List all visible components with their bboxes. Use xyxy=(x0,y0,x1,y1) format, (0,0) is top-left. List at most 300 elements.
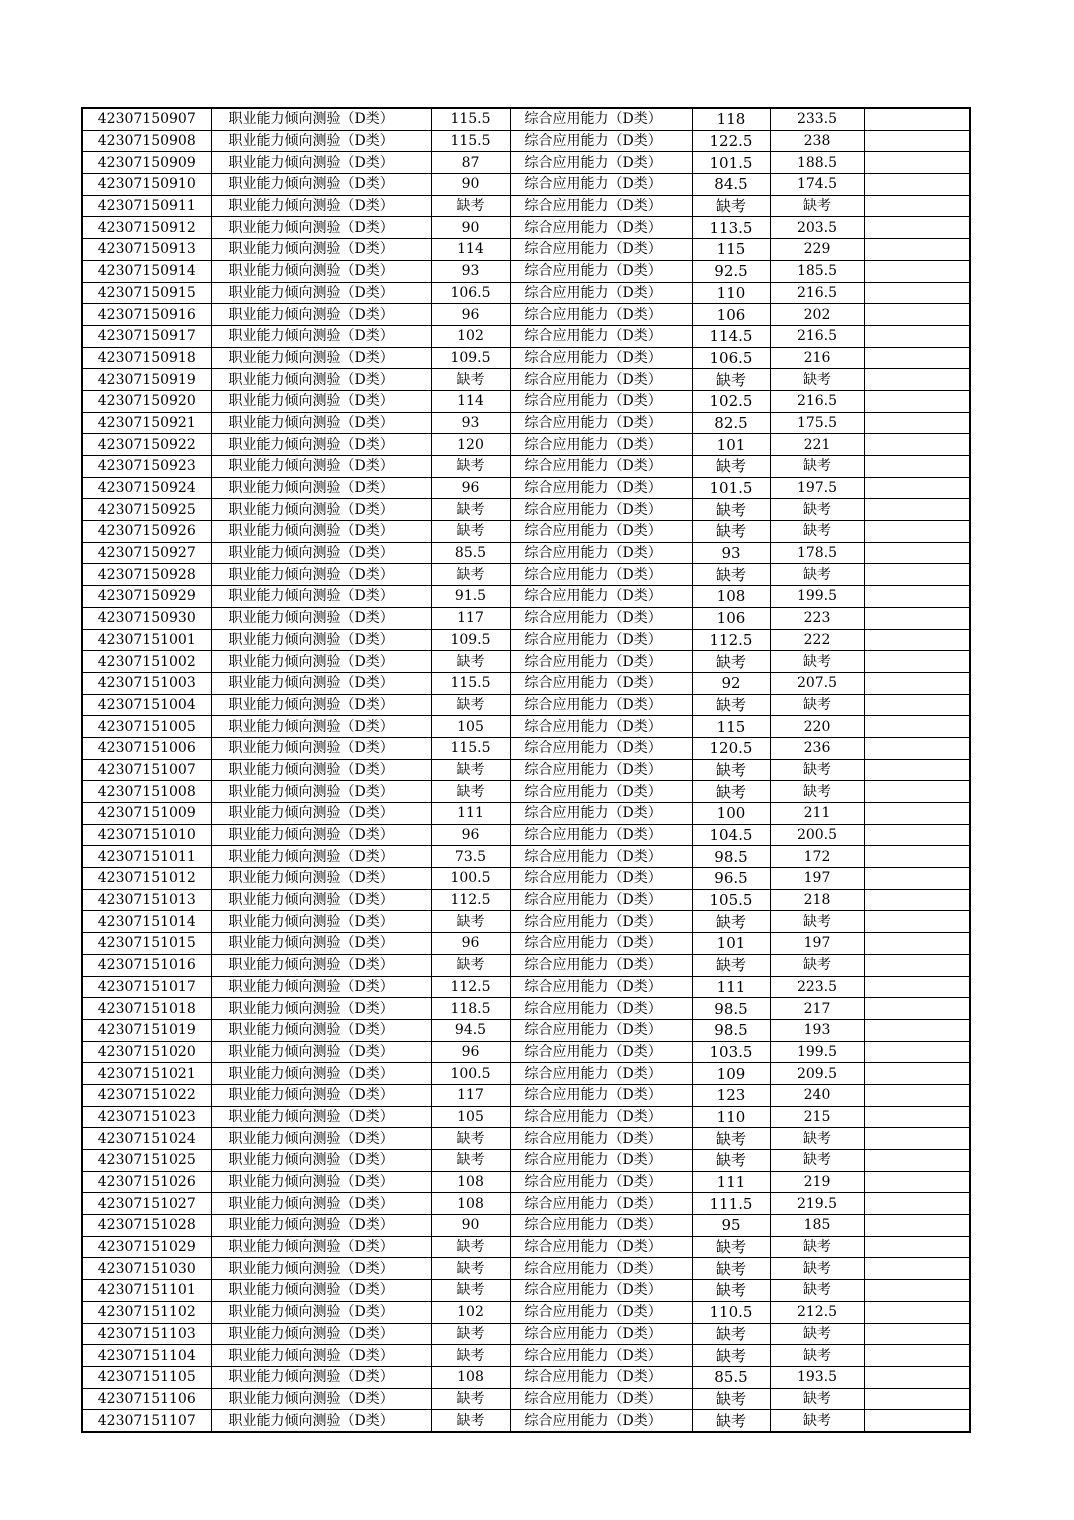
subject1-score-cell: 102 xyxy=(431,325,510,347)
remark-cell xyxy=(864,911,970,933)
remark-cell xyxy=(864,998,970,1020)
exam-id-cell: 42307150910 xyxy=(82,174,211,196)
remark-cell xyxy=(864,412,970,434)
subject1-cell: 职业能力倾向测验（D类） xyxy=(211,672,431,694)
subject1-cell: 职业能力倾向测验（D类） xyxy=(211,781,431,803)
subject2-score-cell: 缺考 xyxy=(692,651,770,673)
exam-id-cell: 42307151025 xyxy=(82,1150,211,1172)
subject1-score-cell: 缺考 xyxy=(431,521,510,543)
subject2-cell: 综合应用能力（D类） xyxy=(510,108,692,130)
total-score-cell: 178.5 xyxy=(770,542,864,564)
subject1-score-cell: 117 xyxy=(431,1084,510,1106)
exam-id-cell: 42307151005 xyxy=(82,716,211,738)
exam-id-cell: 42307150909 xyxy=(82,152,211,174)
table-row xyxy=(82,651,970,673)
exam-id-cell: 42307151020 xyxy=(82,1041,211,1063)
subject2-cell: 综合应用能力（D类） xyxy=(510,152,692,174)
table-row xyxy=(82,954,970,976)
total-score-cell: 缺考 xyxy=(770,1323,864,1345)
subject2-score-cell: 111.5 xyxy=(692,1193,770,1215)
subject2-cell: 综合应用能力（D类） xyxy=(510,586,692,608)
total-score-cell: 229 xyxy=(770,239,864,261)
table-row xyxy=(82,434,970,456)
remark-cell xyxy=(864,954,970,976)
remark-cell xyxy=(864,868,970,890)
subject1-cell: 职业能力倾向测验（D类） xyxy=(211,629,431,651)
subject2-cell: 综合应用能力（D类） xyxy=(510,521,692,543)
score-table xyxy=(81,107,971,1433)
table-row xyxy=(82,607,970,629)
total-score-cell: 202 xyxy=(770,304,864,326)
remark-cell xyxy=(864,1280,970,1302)
remark-cell xyxy=(864,390,970,412)
total-score-cell: 缺考 xyxy=(770,1236,864,1258)
remark-cell xyxy=(864,1063,970,1085)
subject1-cell: 职业能力倾向测验（D类） xyxy=(211,759,431,781)
subject2-cell: 综合应用能力（D类） xyxy=(510,1236,692,1258)
table-row xyxy=(82,911,970,933)
subject2-cell: 综合应用能力（D类） xyxy=(510,434,692,456)
subject2-score-cell: 110 xyxy=(692,282,770,304)
remark-cell xyxy=(864,976,970,998)
exam-id-cell: 42307151021 xyxy=(82,1063,211,1085)
subject1-cell: 职业能力倾向测验（D类） xyxy=(211,976,431,998)
total-score-cell: 199.5 xyxy=(770,1041,864,1063)
remark-cell xyxy=(864,1258,970,1280)
table-row xyxy=(82,1388,970,1410)
subject2-score-cell: 缺考 xyxy=(692,456,770,478)
exam-id-cell: 42307151012 xyxy=(82,868,211,890)
exam-id-cell: 42307151023 xyxy=(82,1106,211,1128)
subject1-cell: 职业能力倾向测验（D类） xyxy=(211,846,431,868)
subject1-cell: 职业能力倾向测验（D类） xyxy=(211,868,431,890)
subject2-cell: 综合应用能力（D类） xyxy=(510,1128,692,1150)
subject1-cell: 职业能力倾向测验（D类） xyxy=(211,1410,431,1432)
subject1-cell: 职业能力倾向测验（D类） xyxy=(211,1323,431,1345)
exam-id-cell: 42307151003 xyxy=(82,672,211,694)
subject1-score-cell: 缺考 xyxy=(431,651,510,673)
subject2-cell: 综合应用能力（D类） xyxy=(510,716,692,738)
remark-cell xyxy=(864,130,970,152)
subject2-cell: 综合应用能力（D类） xyxy=(510,456,692,478)
subject1-score-cell: 缺考 xyxy=(431,781,510,803)
remark-cell xyxy=(864,108,970,130)
table-row xyxy=(82,347,970,369)
table-row xyxy=(82,217,970,239)
subject2-cell: 综合应用能力（D类） xyxy=(510,889,692,911)
exam-id-cell: 42307150930 xyxy=(82,607,211,629)
subject1-score-cell: 108 xyxy=(431,1193,510,1215)
total-score-cell: 211 xyxy=(770,803,864,825)
subject2-cell: 综合应用能力（D类） xyxy=(510,976,692,998)
total-score-cell: 缺考 xyxy=(770,1280,864,1302)
subject2-cell: 综合应用能力（D类） xyxy=(510,672,692,694)
total-score-cell: 219 xyxy=(770,1171,864,1193)
exam-id-cell: 42307151022 xyxy=(82,1084,211,1106)
subject2-cell: 综合应用能力（D类） xyxy=(510,954,692,976)
total-score-cell: 215 xyxy=(770,1106,864,1128)
subject1-cell: 职业能力倾向测验（D类） xyxy=(211,998,431,1020)
total-score-cell: 217 xyxy=(770,998,864,1020)
table-row xyxy=(82,152,970,174)
subject2-cell: 综合应用能力（D类） xyxy=(510,1410,692,1432)
subject1-score-cell: 100.5 xyxy=(431,1063,510,1085)
exam-id-cell: 42307150923 xyxy=(82,456,211,478)
total-score-cell: 185.5 xyxy=(770,260,864,282)
subject1-cell: 职业能力倾向测验（D类） xyxy=(211,1041,431,1063)
remark-cell xyxy=(864,521,970,543)
remark-cell xyxy=(864,586,970,608)
subject2-score-cell: 缺考 xyxy=(692,1236,770,1258)
remark-cell xyxy=(864,694,970,716)
table-row xyxy=(82,976,970,998)
subject1-score-cell: 缺考 xyxy=(431,564,510,586)
subject1-score-cell: 114 xyxy=(431,239,510,261)
table-row xyxy=(82,1215,970,1237)
subject2-score-cell: 缺考 xyxy=(692,499,770,521)
subject2-cell: 综合应用能力（D类） xyxy=(510,1258,692,1280)
exam-id-cell: 42307150912 xyxy=(82,217,211,239)
subject2-cell: 综合应用能力（D类） xyxy=(510,412,692,434)
subject1-score-cell: 109.5 xyxy=(431,347,510,369)
exam-id-cell: 42307151016 xyxy=(82,954,211,976)
exam-id-cell: 42307151104 xyxy=(82,1345,211,1367)
table-row xyxy=(82,304,970,326)
subject2-cell: 综合应用能力（D类） xyxy=(510,911,692,933)
subject1-cell: 职业能力倾向测验（D类） xyxy=(211,824,431,846)
total-score-cell: 240 xyxy=(770,1084,864,1106)
exam-id-cell: 42307151006 xyxy=(82,737,211,759)
table-row xyxy=(82,716,970,738)
subject2-score-cell: 85.5 xyxy=(692,1366,770,1388)
table-row xyxy=(82,824,970,846)
table-row xyxy=(82,1150,970,1172)
subject2-cell: 综合应用能力（D类） xyxy=(510,1323,692,1345)
subject2-cell: 综合应用能力（D类） xyxy=(510,499,692,521)
subject1-score-cell: 105 xyxy=(431,716,510,738)
subject1-cell: 职业能力倾向测验（D类） xyxy=(211,542,431,564)
subject2-score-cell: 101.5 xyxy=(692,152,770,174)
table-row xyxy=(82,1301,970,1323)
total-score-cell: 220 xyxy=(770,716,864,738)
exam-id-cell: 42307150924 xyxy=(82,477,211,499)
subject2-cell: 综合应用能力（D类） xyxy=(510,1388,692,1410)
remark-cell xyxy=(864,781,970,803)
remark-cell xyxy=(864,347,970,369)
table-row xyxy=(82,1193,970,1215)
total-score-cell: 236 xyxy=(770,737,864,759)
exam-id-cell: 42307150915 xyxy=(82,282,211,304)
total-score-cell: 缺考 xyxy=(770,456,864,478)
remark-cell xyxy=(864,499,970,521)
exam-id-cell: 42307151009 xyxy=(82,803,211,825)
subject1-score-cell: 缺考 xyxy=(431,369,510,391)
remark-cell xyxy=(864,1171,970,1193)
subject1-score-cell: 102 xyxy=(431,1301,510,1323)
table-row xyxy=(82,1106,970,1128)
subject2-score-cell: 缺考 xyxy=(692,195,770,217)
subject1-cell: 职业能力倾向测验（D类） xyxy=(211,889,431,911)
subject1-cell: 职业能力倾向测验（D类） xyxy=(211,282,431,304)
subject1-cell: 职业能力倾向测验（D类） xyxy=(211,152,431,174)
subject2-cell: 综合应用能力（D类） xyxy=(510,1041,692,1063)
subject1-score-cell: 90 xyxy=(431,1215,510,1237)
exam-id-cell: 42307151002 xyxy=(82,651,211,673)
subject1-score-cell: 87 xyxy=(431,152,510,174)
remark-cell xyxy=(864,716,970,738)
remark-cell xyxy=(864,477,970,499)
remark-cell xyxy=(864,217,970,239)
subject2-score-cell: 缺考 xyxy=(692,1280,770,1302)
subject2-cell: 综合应用能力（D类） xyxy=(510,174,692,196)
subject1-cell: 职业能力倾向测验（D类） xyxy=(211,369,431,391)
subject1-cell: 职业能力倾向测验（D类） xyxy=(211,1084,431,1106)
table-row xyxy=(82,1258,970,1280)
subject2-cell: 综合应用能力（D类） xyxy=(510,1106,692,1128)
subject1-cell: 职业能力倾向测验（D类） xyxy=(211,803,431,825)
subject1-score-cell: 缺考 xyxy=(431,911,510,933)
subject2-score-cell: 82.5 xyxy=(692,412,770,434)
subject2-score-cell: 缺考 xyxy=(692,954,770,976)
subject2-cell: 综合应用能力（D类） xyxy=(510,1301,692,1323)
subject2-score-cell: 缺考 xyxy=(692,759,770,781)
table-row xyxy=(82,1366,970,1388)
subject2-score-cell: 106 xyxy=(692,607,770,629)
subject2-score-cell: 111 xyxy=(692,1171,770,1193)
subject2-score-cell: 100 xyxy=(692,803,770,825)
subject2-cell: 综合应用能力（D类） xyxy=(510,1345,692,1367)
remark-cell xyxy=(864,933,970,955)
subject2-cell: 综合应用能力（D类） xyxy=(510,1171,692,1193)
subject2-score-cell: 103.5 xyxy=(692,1041,770,1063)
exam-id-cell: 42307151028 xyxy=(82,1215,211,1237)
subject2-score-cell: 缺考 xyxy=(692,564,770,586)
subject2-score-cell: 120.5 xyxy=(692,737,770,759)
subject1-cell: 职业能力倾向测验（D类） xyxy=(211,1193,431,1215)
total-score-cell: 缺考 xyxy=(770,759,864,781)
total-score-cell: 209.5 xyxy=(770,1063,864,1085)
subject2-score-cell: 106 xyxy=(692,304,770,326)
subject1-score-cell: 112.5 xyxy=(431,976,510,998)
exam-id-cell: 42307151011 xyxy=(82,846,211,868)
subject1-score-cell: 108 xyxy=(431,1171,510,1193)
total-score-cell: 缺考 xyxy=(770,499,864,521)
exam-id-cell: 42307150926 xyxy=(82,521,211,543)
subject1-cell: 职业能力倾向测验（D类） xyxy=(211,1366,431,1388)
total-score-cell: 缺考 xyxy=(770,651,864,673)
subject1-score-cell: 缺考 xyxy=(431,195,510,217)
table-row xyxy=(82,108,970,130)
exam-id-cell: 42307151101 xyxy=(82,1280,211,1302)
subject2-cell: 综合应用能力（D类） xyxy=(510,694,692,716)
subject1-cell: 职业能力倾向测验（D类） xyxy=(211,911,431,933)
subject1-cell: 职业能力倾向测验（D类） xyxy=(211,651,431,673)
subject1-cell: 职业能力倾向测验（D类） xyxy=(211,1301,431,1323)
remark-cell xyxy=(864,369,970,391)
subject1-score-cell: 缺考 xyxy=(431,954,510,976)
exam-id-cell: 42307150911 xyxy=(82,195,211,217)
exam-id-cell: 42307151010 xyxy=(82,824,211,846)
table-row xyxy=(82,759,970,781)
subject1-score-cell: 111 xyxy=(431,803,510,825)
table-row xyxy=(82,737,970,759)
subject2-score-cell: 84.5 xyxy=(692,174,770,196)
subject2-cell: 综合应用能力（D类） xyxy=(510,195,692,217)
table-row xyxy=(82,846,970,868)
subject2-score-cell: 93 xyxy=(692,542,770,564)
remark-cell xyxy=(864,607,970,629)
subject1-cell: 职业能力倾向测验（D类） xyxy=(211,564,431,586)
subject1-score-cell: 缺考 xyxy=(431,1258,510,1280)
remark-cell xyxy=(864,889,970,911)
subject1-cell: 职业能力倾向测验（D类） xyxy=(211,347,431,369)
subject2-score-cell: 113.5 xyxy=(692,217,770,239)
exam-id-cell: 42307151105 xyxy=(82,1366,211,1388)
subject1-score-cell: 96 xyxy=(431,477,510,499)
table-row xyxy=(82,1063,970,1085)
exam-id-cell: 42307150925 xyxy=(82,499,211,521)
subject1-score-cell: 缺考 xyxy=(431,1150,510,1172)
subject2-score-cell: 98.5 xyxy=(692,1019,770,1041)
subject1-cell: 职业能力倾向测验（D类） xyxy=(211,304,431,326)
subject1-score-cell: 118.5 xyxy=(431,998,510,1020)
remark-cell xyxy=(864,1150,970,1172)
subject2-cell: 综合应用能力（D类） xyxy=(510,1215,692,1237)
table-row xyxy=(82,456,970,478)
subject1-score-cell: 108 xyxy=(431,1366,510,1388)
table-row xyxy=(82,1236,970,1258)
subject1-score-cell: 缺考 xyxy=(431,1280,510,1302)
score-table-body xyxy=(82,108,970,1432)
total-score-cell: 缺考 xyxy=(770,195,864,217)
subject2-score-cell: 115 xyxy=(692,716,770,738)
subject1-score-cell: 缺考 xyxy=(431,1345,510,1367)
subject1-score-cell: 112.5 xyxy=(431,889,510,911)
subject1-score-cell: 缺考 xyxy=(431,456,510,478)
subject2-cell: 综合应用能力（D类） xyxy=(510,239,692,261)
subject1-score-cell: 85.5 xyxy=(431,542,510,564)
remark-cell xyxy=(864,174,970,196)
total-score-cell: 203.5 xyxy=(770,217,864,239)
remark-cell xyxy=(864,651,970,673)
exam-id-cell: 42307151030 xyxy=(82,1258,211,1280)
subject1-cell: 职业能力倾向测验（D类） xyxy=(211,607,431,629)
total-score-cell: 223.5 xyxy=(770,976,864,998)
remark-cell xyxy=(864,1388,970,1410)
subject2-score-cell: 102.5 xyxy=(692,390,770,412)
exam-id-cell: 42307151103 xyxy=(82,1323,211,1345)
subject2-cell: 综合应用能力（D类） xyxy=(510,347,692,369)
table-row xyxy=(82,260,970,282)
total-score-cell: 197 xyxy=(770,933,864,955)
total-score-cell: 238 xyxy=(770,130,864,152)
remark-cell xyxy=(864,564,970,586)
table-row xyxy=(82,195,970,217)
subject2-score-cell: 101 xyxy=(692,933,770,955)
subject2-score-cell: 106.5 xyxy=(692,347,770,369)
exam-id-cell: 42307151013 xyxy=(82,889,211,911)
subject2-score-cell: 115 xyxy=(692,239,770,261)
subject1-score-cell: 缺考 xyxy=(431,499,510,521)
subject2-score-cell: 缺考 xyxy=(692,781,770,803)
subject2-cell: 综合应用能力（D类） xyxy=(510,369,692,391)
table-row xyxy=(82,542,970,564)
total-score-cell: 200.5 xyxy=(770,824,864,846)
subject2-score-cell: 104.5 xyxy=(692,824,770,846)
subject1-cell: 职业能力倾向测验（D类） xyxy=(211,217,431,239)
exam-id-cell: 42307150914 xyxy=(82,260,211,282)
total-score-cell: 172 xyxy=(770,846,864,868)
subject1-score-cell: 缺考 xyxy=(431,1410,510,1432)
total-score-cell: 193 xyxy=(770,1019,864,1041)
subject1-cell: 职业能力倾向测验（D类） xyxy=(211,195,431,217)
remark-cell xyxy=(864,803,970,825)
total-score-cell: 197 xyxy=(770,868,864,890)
total-score-cell: 缺考 xyxy=(770,521,864,543)
subject2-cell: 综合应用能力（D类） xyxy=(510,1280,692,1302)
subject2-score-cell: 118 xyxy=(692,108,770,130)
subject2-cell: 综合应用能力（D类） xyxy=(510,846,692,868)
total-score-cell: 缺考 xyxy=(770,954,864,976)
subject1-cell: 职业能力倾向测验（D类） xyxy=(211,1258,431,1280)
exam-id-cell: 42307151017 xyxy=(82,976,211,998)
total-score-cell: 185 xyxy=(770,1215,864,1237)
subject1-score-cell: 115.5 xyxy=(431,130,510,152)
total-score-cell: 缺考 xyxy=(770,781,864,803)
subject1-score-cell: 114 xyxy=(431,390,510,412)
table-row xyxy=(82,521,970,543)
subject2-cell: 综合应用能力（D类） xyxy=(510,1366,692,1388)
subject1-cell: 职业能力倾向测验（D类） xyxy=(211,108,431,130)
subject1-cell: 职业能力倾向测验（D类） xyxy=(211,390,431,412)
subject2-cell: 综合应用能力（D类） xyxy=(510,542,692,564)
remark-cell xyxy=(864,152,970,174)
subject1-cell: 职业能力倾向测验（D类） xyxy=(211,1171,431,1193)
subject2-score-cell: 96.5 xyxy=(692,868,770,890)
total-score-cell: 218 xyxy=(770,889,864,911)
subject2-cell: 综合应用能力（D类） xyxy=(510,998,692,1020)
table-row xyxy=(82,1280,970,1302)
subject1-cell: 职业能力倾向测验（D类） xyxy=(211,1215,431,1237)
table-row xyxy=(82,390,970,412)
exam-id-cell: 42307151008 xyxy=(82,781,211,803)
exam-id-cell: 42307150913 xyxy=(82,239,211,261)
subject2-cell: 综合应用能力（D类） xyxy=(510,651,692,673)
subject1-cell: 职业能力倾向测验（D类） xyxy=(211,130,431,152)
exam-id-cell: 42307151001 xyxy=(82,629,211,651)
exam-id-cell: 42307150917 xyxy=(82,325,211,347)
table-row xyxy=(82,174,970,196)
subject2-score-cell: 缺考 xyxy=(692,694,770,716)
remark-cell xyxy=(864,672,970,694)
subject1-cell: 职业能力倾向测验（D类） xyxy=(211,1019,431,1041)
remark-cell xyxy=(864,1410,970,1432)
subject2-score-cell: 缺考 xyxy=(692,911,770,933)
subject1-score-cell: 缺考 xyxy=(431,1236,510,1258)
subject2-cell: 综合应用能力（D类） xyxy=(510,477,692,499)
total-score-cell: 174.5 xyxy=(770,174,864,196)
total-score-cell: 223 xyxy=(770,607,864,629)
subject2-cell: 综合应用能力（D类） xyxy=(510,803,692,825)
remark-cell xyxy=(864,542,970,564)
total-score-cell: 216.5 xyxy=(770,325,864,347)
subject2-score-cell: 111 xyxy=(692,976,770,998)
table-row xyxy=(82,325,970,347)
subject1-score-cell: 115.5 xyxy=(431,108,510,130)
subject2-cell: 综合应用能力（D类） xyxy=(510,217,692,239)
subject2-cell: 综合应用能力（D类） xyxy=(510,282,692,304)
total-score-cell: 222 xyxy=(770,629,864,651)
